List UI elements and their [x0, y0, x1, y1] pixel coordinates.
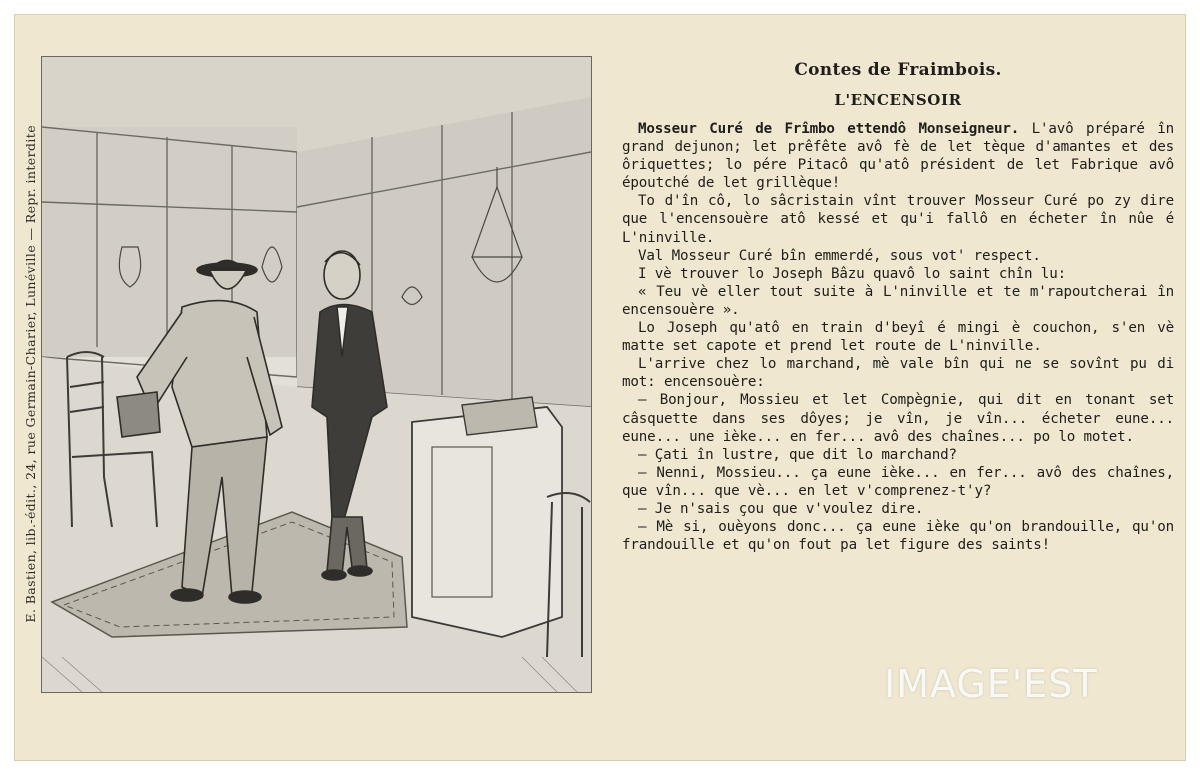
illustration	[41, 56, 592, 693]
image-est-watermark	[884, 662, 1098, 712]
story-paragraph: Val Mosseur Curé bîn emmerdé, sous vot' respect.	[638, 247, 1041, 264]
story-paragraph-text: L'avô préparé în grand dejunon; let prêfête avô fè de let tèque d'amantes et des ôriquettes; lo pére Pitacô qu'atô président de let Fabrique avô époutché de let grillèque!	[622, 121, 1174, 192]
story-paragraph: — Je n'sais çou que v'voulez dire.	[638, 500, 924, 517]
story-title: L'ENCENSOIR	[834, 91, 962, 109]
story-paragraph: — Nenni, Mossieu... ça eune ièke... en fer... avô des chaînes, que vîn... que vè... en let v'comprenez-t'y?	[622, 464, 1174, 499]
story-paragraph: L'arrive chez lo marchand, mè vale bîn qui ne se sovînt pu di mot: encensouère:	[622, 356, 1174, 391]
story-paragraph: I vè trouver lo Joseph Bâzu quavô lo saint chîn lu:	[638, 265, 1066, 282]
story-lead: Mosseur Curé de Frîmbo ettendô Monseigneur.	[638, 121, 1020, 137]
shop-scene-drawing	[42, 57, 591, 692]
story-paragraph: — Mè si, ouèyons donc... ça eune ièke qu'on brandouille, qu'on frandouille et qu'on fout pa let figure des saints!	[622, 519, 1174, 554]
publisher-imprint	[18, 54, 42, 694]
story-paragraph: To d'în cô, lo sâcristain vînt trouver Mosseur Curé po zy dire que l'encensouère atô kessé et qu'i fallô en écheter în nûe é L'ninville.	[622, 193, 1174, 246]
publisher-imprint-text: E. Bastien, lib.-édit., 24, rue Germain-Charier, Lunéville — Repr. interdite	[22, 125, 38, 623]
story-paragraph	[622, 120, 1174, 192]
story-text	[622, 120, 1174, 554]
watermark-text-image: IMAGE	[884, 662, 1012, 706]
watermark-apostrophe: '	[1011, 662, 1024, 706]
story-paragraph: Lo Joseph qu'atô en train d'beyî é mingi è couchon, s'en vè matte set capote et prend let route de L'ninville.	[622, 320, 1174, 355]
watermark-text-est: EST	[1023, 662, 1098, 706]
story-paragraph: « Teu vè eller tout suite à L'ninville et te m'rapoutcherai în encensouère ».	[622, 283, 1174, 318]
story-column	[622, 60, 1174, 554]
story-paragraph: — Bonjour, Mossieu et let Compègnie, qui dit en tonant set câsquette dans ses dôyes; je vîn, je vîn... écheter eune... eune... une ièke... en fer... avô des chaînes... po lo motet.	[622, 392, 1174, 445]
series-title: Contes de Fraimbois.	[794, 60, 1002, 80]
postcard	[14, 14, 1186, 761]
story-paragraph: — Çati în lustre, que dit lo marchand?	[638, 446, 957, 463]
